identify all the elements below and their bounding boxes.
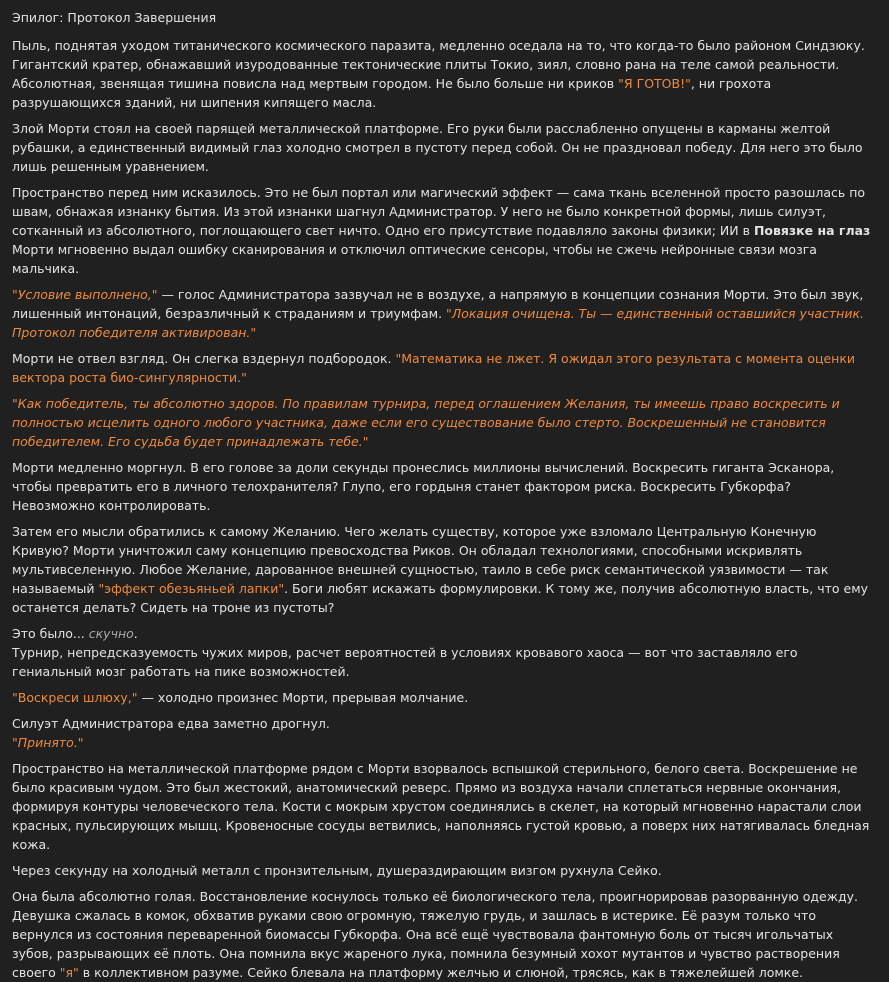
chapter-title: Эпилог: Протокол Завершения	[12, 10, 217, 25]
paragraph-4	[12, 285, 876, 342]
p14-text-c: в коллективном разуме. Сейко блевала на платформу желчью и слюной, трясясь, как в тяжелейшей ломке.	[78, 965, 803, 980]
p5-quote: "Математика не лжет. Я ожидал этого результата с момента оценки вектора роста био-сингулярности."	[12, 351, 856, 385]
paragraph-14	[12, 887, 876, 982]
p9-text-c: .	[133, 626, 138, 641]
p9-italic: скучно	[88, 626, 134, 641]
p10-quote: "Воскреси шлюху,"	[12, 690, 138, 705]
p1-quote: "Я ГОТОВ!"	[618, 76, 691, 91]
paragraph-8	[12, 522, 876, 617]
paragraph-5	[12, 349, 876, 387]
p8-text-a: Затем его мысли обратились к самому Желанию. Чего желать существу, которое уже взломало Центральную Конечную Кривую? Морти уничтожил саму концепцию превосходства Риков. Он обладал технологиями, способными искривлять мультивселенную. Любое Желание, дарованное внешней сущностью, таило в себе риск семантической уязвимости — так называемый	[12, 524, 829, 596]
paragraph-9	[12, 624, 876, 681]
paragraph-2: Злой Морти стоял на своей парящей металлической платформе. Его руки были расслабленно опущены в карманы желтой рубашки, а единственный видимый глаз холодно смотрел в пустоту перед собой. Он не праздновал победу. Для него это было лишь решенным уравнением.	[12, 121, 863, 174]
paragraph-13: Через секунду на холодный металл с пронзительным, душераздирающим визгом рухнула Сейко.	[12, 863, 662, 878]
paragraph-7: Морти медленно моргнул. В его голове за доли секунды пронеслись миллионы вычислений. Воскресить гиганта Эсканора, чтобы превратить его в личного телохранителя? Глупо, его гордыня станет фактором риска. Воскресить Губкорфа? Невозможно контролировать.	[12, 460, 835, 513]
p8-quote: "эффект обезьяньей лапки"	[98, 581, 285, 596]
paragraph-3	[12, 183, 876, 278]
p9-text-d: Турнир, непредсказуемость чужих миров, расчет вероятностей в условиях кровавого хаоса — вот что заставляло его гениальный мозг работать на пике возможностей.	[12, 645, 798, 679]
p3-text-c: Морти мгновенно выдал ошибку сканирования и отключил оптические сенсоры, чтобы не сжечь нейронные связи мозга мальчика.	[12, 242, 817, 276]
p11-text-a: Силуэт Администратора едва заметно дрогнул.	[12, 716, 330, 731]
p3-text-a: Пространство перед ним исказилось. Это не был портал или магический эффект — сама ткань вселенной просто разошлась по швам, обнажая изнанку бытия. Из этой изнанки шагнул Администратор. У него не было конкретной формы, лишь силуэт, сотканный из абсолютного, поглощающего свет ничто. Одно его присутствие подавляло законы физики; ИИ в	[12, 185, 866, 238]
paragraph-12: Пространство на металлической платформе рядом с Морти взорвалось вспышкой стерильного, белого света. Воскрешение не было красивым чудом. Это был жестокий, анатомический реверс. Прямо из воздуха начали сплетаться нервные окончания, формируя контуры человеческого тела. Кости с мокрым хрустом соединялись в скелет, на который мгновенно нарастали слои красных, пульсирующих мышц. Кровеносные сосуды ветвились, наполняясь густой кровью, а поверх них натягивалась бледная кожа.	[12, 761, 870, 852]
p1-text-c: , ни грохота разрушающихся зданий, ни шипения кипящего масла.	[12, 76, 772, 110]
p5-text-a: Морти не отвел взгляд. Он слегка вздернул подбородок.	[12, 351, 396, 366]
p14-text-a: Она была абсолютно голая. Восстановление коснулось только её биологического тела, проигнорировав разорванную одежду. Девушка сжалась в комок, обхватив руками свою огромную, тяжелую грудь, и зашлась в истерике. Её разум только что вернулся из состояния переваренной биомассы Губкорфа. Она всё ещё чувствовала фантомную боль от тысяч игольчатых зубов, разрывающих её плоть. Она помнила вкус жареного лука, помнила безумный хохот мутантов и чувство растворения своего	[12, 889, 859, 980]
p4-text-b: — голос Администратора зазвучал не в воздухе, а напрямую в концепции сознания Морти. Это был звук, лишенный интонаций, безразличный к страданиям и триумфам.	[12, 287, 864, 321]
paragraph-1	[12, 36, 876, 112]
p8-text-c: . Боги любят искажать формулировки. К тому же, получив абсолютную власть, что ему останется делать? Сидеть на троне из пустоты?	[12, 581, 869, 615]
p11-quote: "Принято."	[12, 735, 84, 750]
p4-quote-c: "Локация очищена. Ты — единственный оставшийся участник. Протокол победителя активирован."	[12, 306, 864, 340]
paragraph-10	[12, 688, 876, 707]
p1-text-a: Пыль, поднятая уходом титанического космического паразита, медленно оседала на то, что когда-то было районом Синдзюку. Гигантский кратер, обнажавший изуродованные тектонические плиты Токио, зиял, словно рана на теле самой реальности. Абсолютная, звенящая тишина повисла над мертвым городом. Не было больше ни криков	[12, 38, 865, 91]
p14-quote: "я"	[59, 965, 79, 980]
paragraph-11	[12, 714, 876, 752]
paragraph-6: "Как победитель, ты абсолютно здоров. По правилам турнира, перед оглашением Желания, ты имеешь право воскресить и полностью исцелить одного любого участника, даже если его существование было стерто. Воскрешенный не становится победителем. Его судьба будет принадлежать тебе."	[12, 396, 840, 449]
p4-quote-a: "Условие выполнено,"	[12, 287, 158, 302]
p9-text-a: Это было...	[12, 626, 89, 641]
p10-text-b: — холодно произнес Морти, прерывая молчание.	[137, 690, 469, 705]
p3-bold: Повязке на глаз	[753, 223, 871, 238]
